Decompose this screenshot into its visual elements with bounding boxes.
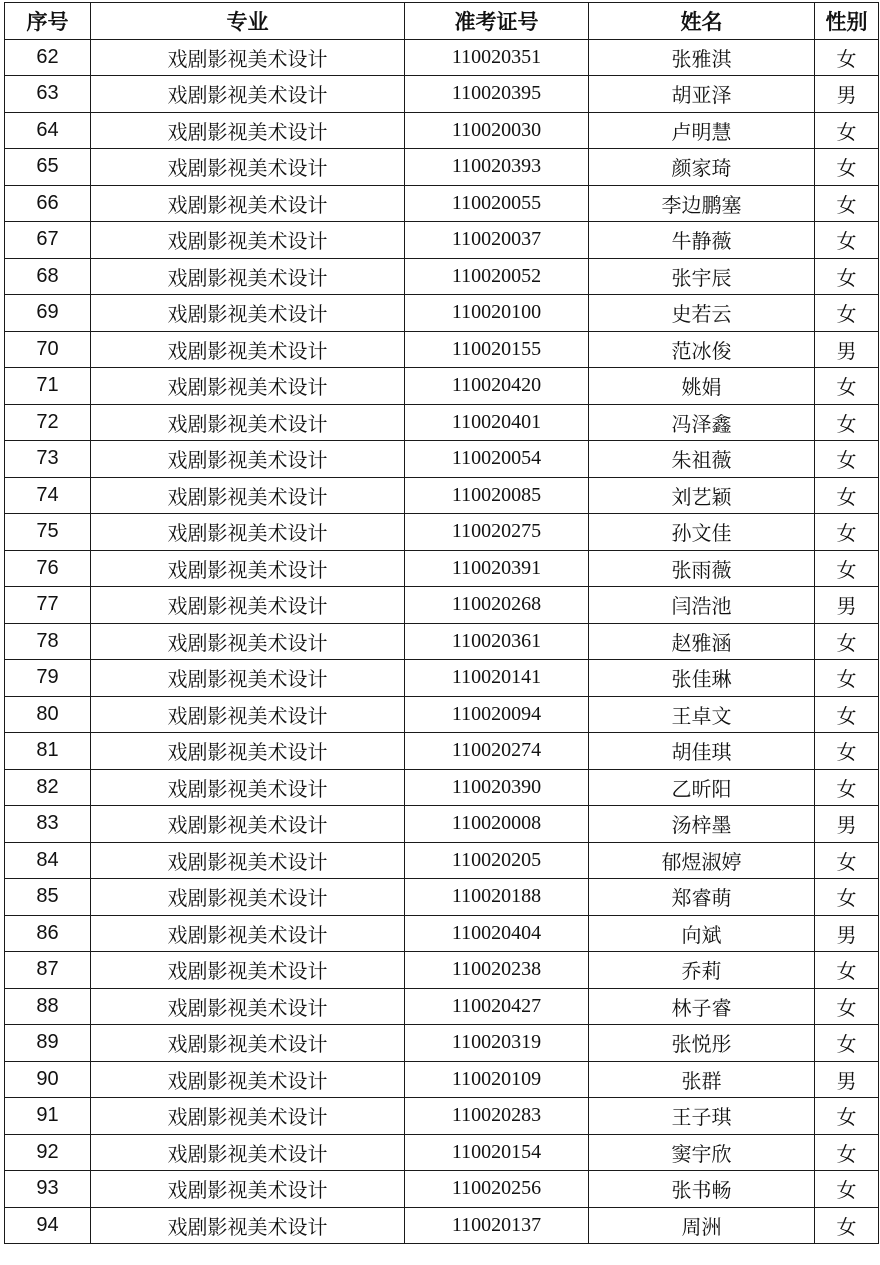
- cell-name: 张雅淇: [589, 39, 815, 76]
- cell-name: 林子睿: [589, 988, 815, 1025]
- cell-name: 赵雅涵: [589, 623, 815, 660]
- cell-name: 刘艺颖: [589, 477, 815, 514]
- cell-name: 郑睿萌: [589, 879, 815, 916]
- cell-index: 88: [5, 988, 91, 1025]
- cell-major: 戏剧影视美术设计: [91, 587, 405, 624]
- cell-major: 戏剧影视美术设计: [91, 952, 405, 989]
- cell-name: 乙昕阳: [589, 769, 815, 806]
- header-major: 专业: [91, 3, 405, 40]
- table-row: [5, 258, 879, 295]
- cell-name: 窦宇欣: [589, 1134, 815, 1171]
- cell-index: 82: [5, 769, 91, 806]
- cell-name: 张佳琳: [589, 660, 815, 697]
- cell-exam-id: 110020256: [405, 1171, 589, 1208]
- cell-exam-id: 110020395: [405, 76, 589, 113]
- table-row: [5, 623, 879, 660]
- header-index: 序号: [5, 3, 91, 40]
- cell-gender: 女: [815, 368, 879, 405]
- cell-name: 牛静薇: [589, 222, 815, 259]
- table-row: [5, 769, 879, 806]
- cell-exam-id: 110020054: [405, 441, 589, 478]
- cell-major: 戏剧影视美术设计: [91, 404, 405, 441]
- cell-gender: 女: [815, 1098, 879, 1135]
- cell-gender: 女: [815, 550, 879, 587]
- cell-gender: 女: [815, 185, 879, 222]
- cell-name: 姚娟: [589, 368, 815, 405]
- cell-index: 62: [5, 39, 91, 76]
- cell-index: 83: [5, 806, 91, 843]
- cell-exam-id: 110020275: [405, 514, 589, 551]
- table-row: [5, 1061, 879, 1098]
- table-row: [5, 879, 879, 916]
- cell-name: 汤梓墨: [589, 806, 815, 843]
- cell-major: 戏剧影视美术设计: [91, 149, 405, 186]
- cell-major: 戏剧影视美术设计: [91, 550, 405, 587]
- cell-name: 王子琪: [589, 1098, 815, 1135]
- table-row: [5, 222, 879, 259]
- cell-gender: 女: [815, 404, 879, 441]
- cell-exam-id: 110020427: [405, 988, 589, 1025]
- cell-gender: 男: [815, 1061, 879, 1098]
- cell-major: 戏剧影视美术设计: [91, 1207, 405, 1244]
- table-row: [5, 842, 879, 879]
- cell-exam-id: 110020055: [405, 185, 589, 222]
- table-row: [5, 696, 879, 733]
- cell-exam-id: 110020008: [405, 806, 589, 843]
- cell-index: 76: [5, 550, 91, 587]
- cell-gender: 女: [815, 769, 879, 806]
- cell-exam-id: 110020205: [405, 842, 589, 879]
- cell-index: 69: [5, 295, 91, 332]
- cell-exam-id: 110020351: [405, 39, 589, 76]
- cell-exam-id: 110020391: [405, 550, 589, 587]
- cell-index: 67: [5, 222, 91, 259]
- table-row: [5, 1207, 879, 1244]
- cell-gender: 女: [815, 112, 879, 149]
- cell-major: 戏剧影视美术设计: [91, 258, 405, 295]
- table-row: [5, 368, 879, 405]
- cell-major: 戏剧影视美术设计: [91, 806, 405, 843]
- cell-index: 63: [5, 76, 91, 113]
- cell-major: 戏剧影视美术设计: [91, 988, 405, 1025]
- cell-name: 张雨薇: [589, 550, 815, 587]
- table-row: [5, 952, 879, 989]
- cell-exam-id: 110020109: [405, 1061, 589, 1098]
- cell-major: 戏剧影视美术设计: [91, 185, 405, 222]
- cell-index: 72: [5, 404, 91, 441]
- cell-index: 73: [5, 441, 91, 478]
- cell-gender: 女: [815, 39, 879, 76]
- cell-gender: 女: [815, 295, 879, 332]
- cell-exam-id: 110020030: [405, 112, 589, 149]
- cell-major: 戏剧影视美术设计: [91, 1134, 405, 1171]
- table-row: [5, 1098, 879, 1135]
- cell-name: 张书畅: [589, 1171, 815, 1208]
- cell-exam-id: 110020100: [405, 295, 589, 332]
- cell-major: 戏剧影视美术设计: [91, 696, 405, 733]
- cell-major: 戏剧影视美术设计: [91, 76, 405, 113]
- cell-gender: 男: [815, 806, 879, 843]
- header-name: 姓名: [589, 3, 815, 40]
- cell-gender: 女: [815, 149, 879, 186]
- table-row: [5, 39, 879, 76]
- cell-name: 闫浩池: [589, 587, 815, 624]
- cell-exam-id: 110020094: [405, 696, 589, 733]
- cell-gender: 男: [815, 915, 879, 952]
- cell-name: 颜家琦: [589, 149, 815, 186]
- header-gender: 性别: [815, 3, 879, 40]
- table-row: [5, 295, 879, 332]
- cell-name: 李边鹏塞: [589, 185, 815, 222]
- cell-major: 戏剧影视美术设计: [91, 441, 405, 478]
- table-header: [5, 3, 879, 40]
- cell-index: 78: [5, 623, 91, 660]
- cell-gender: 女: [815, 733, 879, 770]
- header-exam-id: 准考证号: [405, 3, 589, 40]
- cell-major: 戏剧影视美术设计: [91, 1171, 405, 1208]
- cell-major: 戏剧影视美术设计: [91, 915, 405, 952]
- cell-exam-id: 110020283: [405, 1098, 589, 1135]
- table-row: [5, 441, 879, 478]
- cell-gender: 女: [815, 1171, 879, 1208]
- cell-major: 戏剧影视美术设计: [91, 477, 405, 514]
- cell-index: 89: [5, 1025, 91, 1062]
- cell-exam-id: 110020319: [405, 1025, 589, 1062]
- cell-major: 戏剧影视美术设计: [91, 733, 405, 770]
- cell-index: 66: [5, 185, 91, 222]
- cell-index: 75: [5, 514, 91, 551]
- cell-index: 92: [5, 1134, 91, 1171]
- cell-gender: 女: [815, 477, 879, 514]
- table-row: [5, 477, 879, 514]
- cell-exam-id: 110020141: [405, 660, 589, 697]
- cell-name: 朱祖薇: [589, 441, 815, 478]
- table-row: [5, 331, 879, 368]
- cell-exam-id: 110020268: [405, 587, 589, 624]
- cell-exam-id: 110020137: [405, 1207, 589, 1244]
- cell-major: 戏剧影视美术设计: [91, 331, 405, 368]
- table-row: [5, 112, 879, 149]
- cell-index: 80: [5, 696, 91, 733]
- cell-name: 张群: [589, 1061, 815, 1098]
- cell-index: 94: [5, 1207, 91, 1244]
- cell-index: 85: [5, 879, 91, 916]
- cell-major: 戏剧影视美术设计: [91, 842, 405, 879]
- table-row: [5, 1171, 879, 1208]
- cell-index: 81: [5, 733, 91, 770]
- cell-gender: 女: [815, 660, 879, 697]
- admission-list-table: [4, 2, 879, 1244]
- cell-gender: 女: [815, 988, 879, 1025]
- cell-exam-id: 110020052: [405, 258, 589, 295]
- cell-name: 范冰俊: [589, 331, 815, 368]
- cell-name: 史若云: [589, 295, 815, 332]
- cell-exam-id: 110020037: [405, 222, 589, 259]
- cell-exam-id: 110020155: [405, 331, 589, 368]
- cell-gender: 女: [815, 696, 879, 733]
- cell-exam-id: 110020238: [405, 952, 589, 989]
- cell-gender: 女: [815, 1134, 879, 1171]
- cell-name: 乔莉: [589, 952, 815, 989]
- cell-name: 周洲: [589, 1207, 815, 1244]
- cell-index: 70: [5, 331, 91, 368]
- cell-index: 84: [5, 842, 91, 879]
- cell-major: 戏剧影视美术设计: [91, 623, 405, 660]
- table-row: [5, 660, 879, 697]
- cell-name: 卢明慧: [589, 112, 815, 149]
- cell-index: 77: [5, 587, 91, 624]
- cell-exam-id: 110020401: [405, 404, 589, 441]
- cell-name: 张宇辰: [589, 258, 815, 295]
- cell-major: 戏剧影视美术设计: [91, 660, 405, 697]
- table-row: [5, 149, 879, 186]
- cell-exam-id: 110020420: [405, 368, 589, 405]
- table-row: [5, 550, 879, 587]
- cell-exam-id: 110020274: [405, 733, 589, 770]
- table-row: [5, 733, 879, 770]
- cell-gender: 女: [815, 1207, 879, 1244]
- cell-major: 戏剧影视美术设计: [91, 879, 405, 916]
- table-row: [5, 1025, 879, 1062]
- cell-name: 向斌: [589, 915, 815, 952]
- cell-exam-id: 110020154: [405, 1134, 589, 1171]
- header-row: [5, 3, 879, 40]
- table-row: [5, 404, 879, 441]
- cell-exam-id: 110020393: [405, 149, 589, 186]
- cell-gender: 男: [815, 587, 879, 624]
- cell-index: 64: [5, 112, 91, 149]
- table-row: [5, 1134, 879, 1171]
- cell-name: 孙文佳: [589, 514, 815, 551]
- cell-index: 65: [5, 149, 91, 186]
- cell-gender: 女: [815, 623, 879, 660]
- cell-index: 74: [5, 477, 91, 514]
- cell-gender: 女: [815, 1025, 879, 1062]
- cell-index: 91: [5, 1098, 91, 1135]
- cell-index: 68: [5, 258, 91, 295]
- cell-exam-id: 110020361: [405, 623, 589, 660]
- cell-exam-id: 110020188: [405, 879, 589, 916]
- cell-index: 87: [5, 952, 91, 989]
- table-row: [5, 514, 879, 551]
- cell-exam-id: 110020404: [405, 915, 589, 952]
- cell-name: 王卓文: [589, 696, 815, 733]
- cell-gender: 女: [815, 441, 879, 478]
- cell-gender: 女: [815, 514, 879, 551]
- cell-index: 86: [5, 915, 91, 952]
- cell-name: 张悦彤: [589, 1025, 815, 1062]
- cell-major: 戏剧影视美术设计: [91, 222, 405, 259]
- cell-exam-id: 110020085: [405, 477, 589, 514]
- cell-name: 胡佳琪: [589, 733, 815, 770]
- cell-index: 71: [5, 368, 91, 405]
- cell-gender: 男: [815, 76, 879, 113]
- cell-major: 戏剧影视美术设计: [91, 295, 405, 332]
- cell-major: 戏剧影视美术设计: [91, 1025, 405, 1062]
- cell-gender: 女: [815, 952, 879, 989]
- cell-major: 戏剧影视美术设计: [91, 112, 405, 149]
- table-row: [5, 76, 879, 113]
- cell-major: 戏剧影视美术设计: [91, 514, 405, 551]
- table-row: [5, 185, 879, 222]
- cell-gender: 女: [815, 842, 879, 879]
- cell-gender: 女: [815, 258, 879, 295]
- cell-gender: 女: [815, 879, 879, 916]
- cell-gender: 女: [815, 222, 879, 259]
- cell-major: 戏剧影视美术设计: [91, 1098, 405, 1135]
- cell-name: 郁煜淑婷: [589, 842, 815, 879]
- table-body: [5, 39, 879, 1244]
- table-row: [5, 806, 879, 843]
- cell-major: 戏剧影视美术设计: [91, 39, 405, 76]
- cell-name: 胡亚泽: [589, 76, 815, 113]
- cell-gender: 男: [815, 331, 879, 368]
- cell-exam-id: 110020390: [405, 769, 589, 806]
- table-row: [5, 988, 879, 1025]
- cell-major: 戏剧影视美术设计: [91, 368, 405, 405]
- table-row: [5, 915, 879, 952]
- cell-index: 93: [5, 1171, 91, 1208]
- cell-name: 冯泽鑫: [589, 404, 815, 441]
- table-row: [5, 587, 879, 624]
- cell-major: 戏剧影视美术设计: [91, 769, 405, 806]
- cell-index: 90: [5, 1061, 91, 1098]
- cell-index: 79: [5, 660, 91, 697]
- cell-major: 戏剧影视美术设计: [91, 1061, 405, 1098]
